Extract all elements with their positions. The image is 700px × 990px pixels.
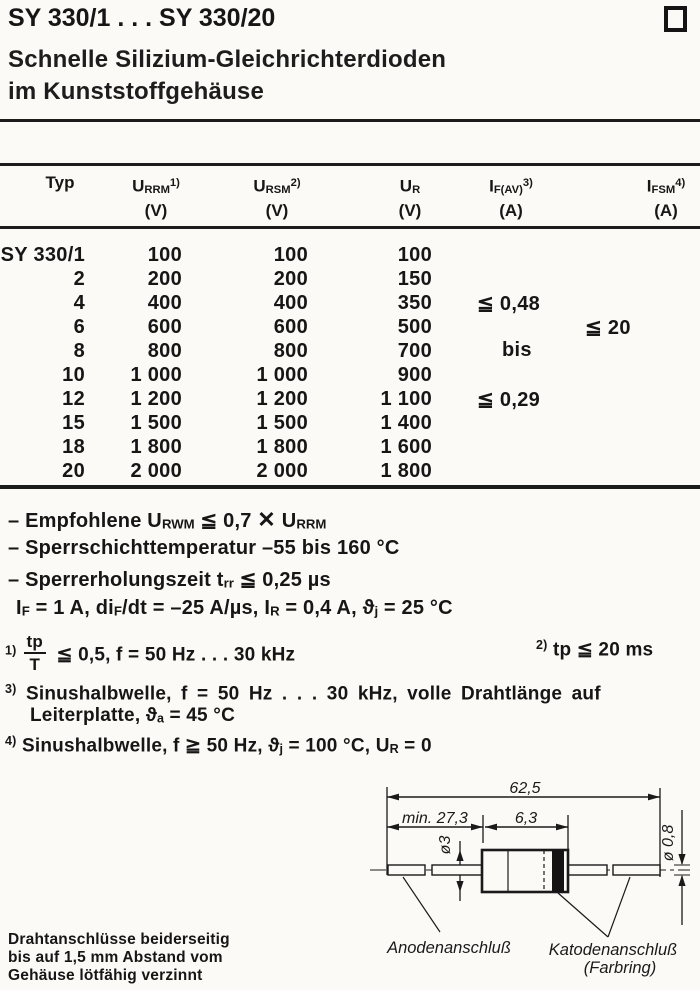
cell-ur: 500 [397, 316, 432, 338]
table-row [0, 244, 700, 268]
cell-ursm: 600 [273, 316, 308, 338]
column-header-urrm: $U_{RRM}^{1)}$ (V) [132, 176, 180, 220]
note-reverse-recovery: – Sperrerholungszeit $t_{rr}$ ≦ 0,25 µs [8, 569, 331, 591]
cell-ur: 1 100 [380, 388, 432, 410]
cell-typ: 4 [73, 292, 85, 314]
page-title: SY 330/1 . . . SY 330/20 [8, 4, 276, 32]
table-top-rule [0, 163, 700, 166]
cell-ur: 1 600 [380, 436, 432, 458]
cell-urrm: 800 [147, 340, 182, 362]
cell-ur: 150 [397, 268, 432, 290]
cell-urrm: 1 200 [130, 388, 182, 410]
cathode-lead-inner [568, 865, 607, 875]
column-header-typ [26, 172, 94, 194]
table-header-rule [0, 226, 700, 229]
footnote-1: $^{1)}$ $\frac{tp}{T}$ ≦ 0,5, f = 50 Hz . . . 30 kHz [5, 632, 296, 674]
diode-body [388, 850, 660, 892]
cell-urrm: 400 [147, 292, 182, 314]
dim-total-length: 62,5 [509, 780, 541, 797]
corner-square-icon [664, 6, 687, 32]
cell-typ: 6 [73, 316, 85, 338]
cathode-band [552, 850, 564, 892]
note-junction-temperature: – Sperrschichttemperatur –55 bis 160 °C [8, 537, 400, 559]
footnote-3-line-1: $^{3)}$ Sinushalbwelle, f = 50 Hz . . . 30 kHz, volle Drahtlänge auf [5, 682, 601, 705]
cell-urrm: 200 [147, 268, 182, 290]
cathode-label: Katodenanschluß [548, 941, 678, 959]
cell-ursm: 2 000 [256, 460, 308, 482]
footer-line-2: bis auf 1,5 mm Abstand vom [8, 949, 223, 966]
note-test-conditions: $I_F = 1$ A, $di_F/dt = -25$ A/µs, $I_R = 0,4$ A, $ϑ_j = 25$ °C [16, 597, 453, 619]
cell-typ: 2 [73, 268, 85, 290]
ifav-bis-label: bis [502, 339, 532, 361]
cell-ursm: 1 200 [256, 388, 308, 410]
table-row [0, 268, 700, 292]
cell-ursm: 400 [273, 292, 308, 314]
cell-ur: 350 [397, 292, 432, 314]
cell-ursm: 1 000 [256, 364, 308, 386]
ifav-upper-value: ≦ 0,48 [477, 293, 541, 315]
table-row [0, 412, 700, 436]
anode-lead-outer [388, 865, 425, 875]
cell-urrm: 2 000 [130, 460, 182, 482]
cell-typ: 20 [62, 460, 85, 482]
column-header-ursm: $U_{RSM}^{2)}$ (V) [253, 176, 301, 220]
cell-typ: 8 [73, 340, 85, 362]
cell-ursm: 800 [273, 340, 308, 362]
cell-ur: 100 [397, 244, 432, 266]
dim-wire-diameter: ø 0,8 [660, 824, 677, 862]
note-urwm: – Empfohlene $U_{RWM}$ ≦ 0,7 ✕ $U_{RRM}$ [8, 507, 327, 532]
cell-urrm: 600 [147, 316, 182, 338]
anode-lead-inner [432, 865, 482, 875]
dim-body-diameter: ø3 [437, 835, 454, 855]
footnote-2: $^{2)}$ tp ≦ 20 ms [536, 638, 654, 661]
ifsm-value: ≦ 20 [585, 317, 631, 339]
cell-typ: 10 [62, 364, 85, 386]
cell-typ: SY 330/1 [0, 244, 85, 266]
table-row [0, 460, 700, 484]
table-row [0, 436, 700, 460]
ifav-lower-value: ≦ 0,29 [477, 389, 541, 411]
cell-urrm: 1 800 [130, 436, 182, 458]
cell-ur: 1 400 [380, 412, 432, 434]
cell-urrm: 1 500 [130, 412, 182, 434]
subtitle-divider-rule [0, 119, 700, 122]
table-row [0, 364, 700, 388]
anode-label: Anodenanschluß [387, 939, 511, 957]
subtitle-line-1: Schnelle Silizium-Gleichrichterdioden [8, 46, 447, 73]
cell-ur: 900 [397, 364, 432, 386]
diode-outline-drawing [330, 765, 700, 990]
footer-line-3: Gehäuse lötfähig verzinnt [8, 967, 203, 984]
table-bottom-rule [0, 485, 700, 489]
column-header-ifsm: $I_{FSM}^{4)}$ (A) [646, 176, 686, 220]
cell-urrm: 100 [147, 244, 182, 266]
cell-ursm: 100 [273, 244, 308, 266]
cell-ursm: 1 800 [256, 436, 308, 458]
column-header-ur: $U_R$ (V) [398, 176, 422, 220]
cell-ursm: 1 500 [256, 412, 308, 434]
cell-ursm: 200 [273, 268, 308, 290]
cell-typ: 15 [62, 412, 85, 434]
table-row [0, 388, 700, 412]
cell-ur: 700 [397, 340, 432, 362]
column-header-ifav: $I_{F(AV)}^{3)}$ (A) [489, 176, 533, 220]
footnote-4: $^{4)}$ Sinushalbwelle, f ≧ 50 Hz, $ϑ_j = 100$ °C, $U_R = 0$ [5, 734, 432, 757]
footer-line-1: Drahtanschlüsse beiderseitig [8, 931, 230, 948]
cell-ur: 1 800 [380, 460, 432, 482]
cell-typ: 18 [62, 436, 85, 458]
subtitle-line-2: im Kunststoffgehäuse [8, 78, 265, 105]
cathode-lead-outer [613, 865, 660, 875]
table-row [0, 292, 700, 316]
cathode-label-farbring: (Farbring) [583, 959, 657, 977]
dim-lead-length: min. 27,3 [402, 810, 468, 827]
table-row [0, 340, 700, 364]
header-typ-label: Typ [45, 173, 75, 192]
dim-body-length: 6,3 [514, 810, 538, 827]
cell-typ: 12 [62, 388, 85, 410]
footnote-3-line-2: Leiterplatte, $ϑ_a = 45$ °C [30, 705, 236, 726]
cell-urrm: 1 000 [130, 364, 182, 386]
